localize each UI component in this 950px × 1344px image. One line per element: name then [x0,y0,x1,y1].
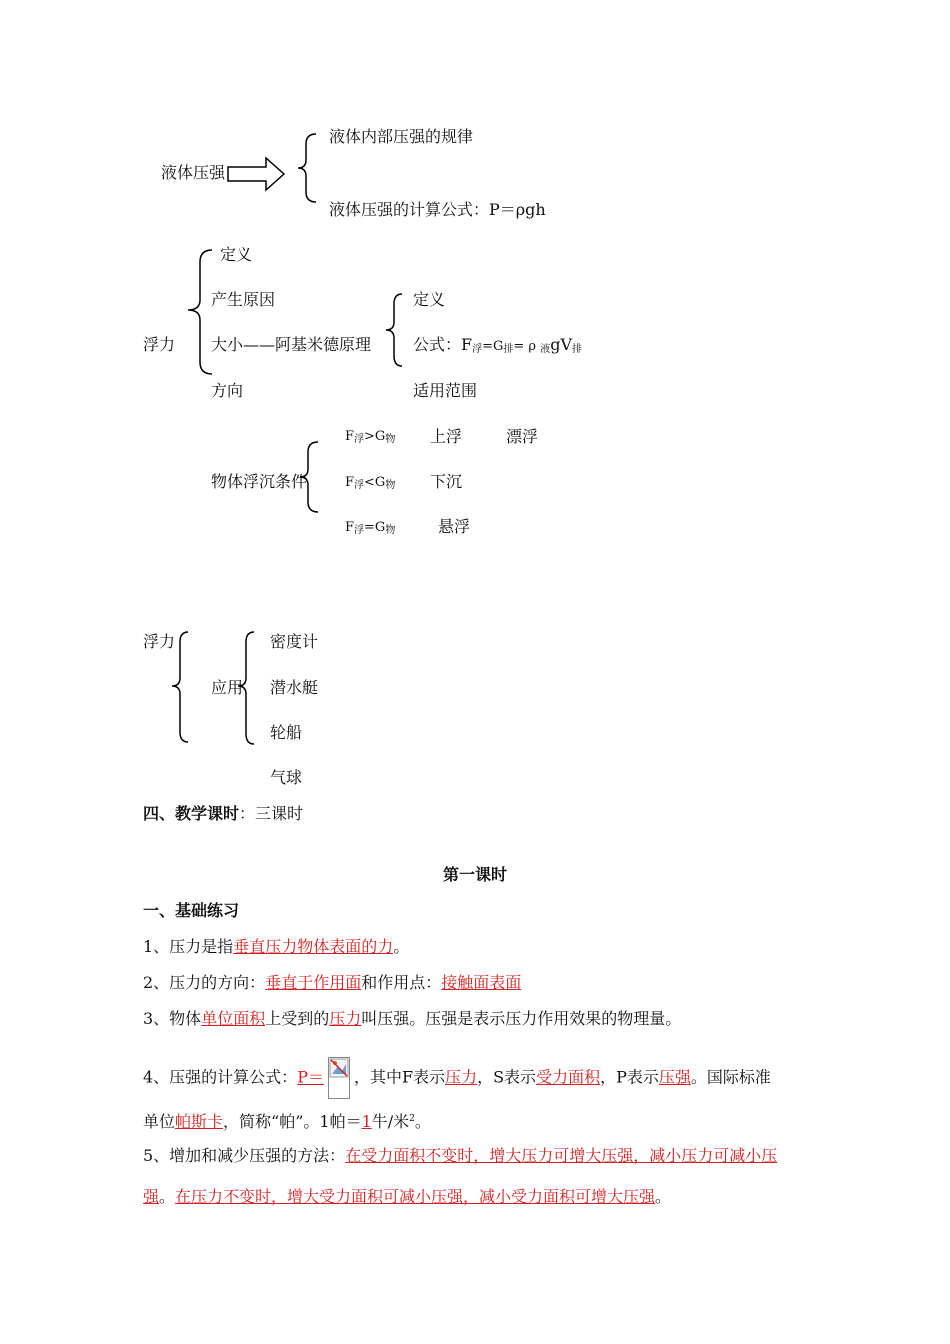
lesson-title: 第一课时 [443,865,508,884]
node-buoyancy-app: 浮力 [143,632,176,651]
archimedes-definition: 定义 [413,290,446,309]
question-2: 2、压力的方向：垂直于作用面和作用点：接触面表面 [143,973,522,992]
node-application: 应用 [211,678,244,697]
sink-float-row: $F_浮=G_物$ [345,520,396,536]
question-4-unit: 单位帕斯卡，简称“帕”。1帕＝1牛/米$^2$。 [143,1112,431,1131]
node-liquid-pressure: 液体压强 [161,163,226,182]
item-direction: 方向 [211,381,244,400]
app-item: 潜水艇 [270,678,319,697]
app-item: 密度计 [270,632,319,651]
archimedes-scope: 适用范围 [413,381,478,400]
left-brace-icon [296,132,318,204]
left-brace-icon [236,630,256,748]
sink-float-extra: 漂浮 [506,427,539,446]
branch-liquid-formula: 液体压强的计算公式：P＝ρgh [329,200,546,219]
left-brace-icon [298,440,320,514]
left-brace-icon [170,630,190,746]
question-4: 4、压强的计算公式：P＝ ，其中F表示压力，S表示受力面积，P表示压强。国际标准 [143,1057,771,1099]
question-5-cont: 强。在压力不变时，增大受力面积可减小压强，减小受力面积可增大压强。 [143,1187,672,1206]
left-brace-icon [186,248,214,376]
question-1: 1、压力是指垂直压力物体表面的力。 [143,937,410,956]
sink-float-result: 悬浮 [438,517,471,536]
arrow-right-icon [226,155,286,195]
node-buoyancy: 浮力 [143,335,176,354]
item-cause: 产生原因 [211,290,276,309]
sink-float-result: 上浮 [430,427,463,446]
sink-float-row: $F_浮<G_物$ [345,475,396,491]
teaching-hours: 四、教学课时：三课时 [143,804,304,823]
sink-float-result: 下沉 [430,472,463,491]
archimedes-formula: 公式：$F_浮=G_排= \rho$ $_液gV_排$ [413,335,582,355]
item-definition: 定义 [220,245,253,264]
app-item: 气球 [270,768,303,787]
item-magnitude: 大小——阿基米德原理 [211,335,372,354]
sink-float-row: $F_浮>G_物$ [345,429,396,445]
section-heading: 一、基础练习 [143,901,240,920]
broken-image-icon [328,1057,350,1099]
question-3: 3、物体单位面积上受到的压力叫压强。压强是表示压力作用效果的物理量。 [143,1009,682,1028]
branch-liquid-law: 液体内部压强的规律 [329,127,474,146]
left-brace-icon [384,292,404,368]
sink-float-label: 物体浮沉条件 [211,472,308,491]
app-item: 轮船 [270,723,303,742]
question-5: 5、增加和减少压强的方法：在受力面积不变时，增大压力可增大压强，减小压力可减小压 [143,1146,778,1165]
